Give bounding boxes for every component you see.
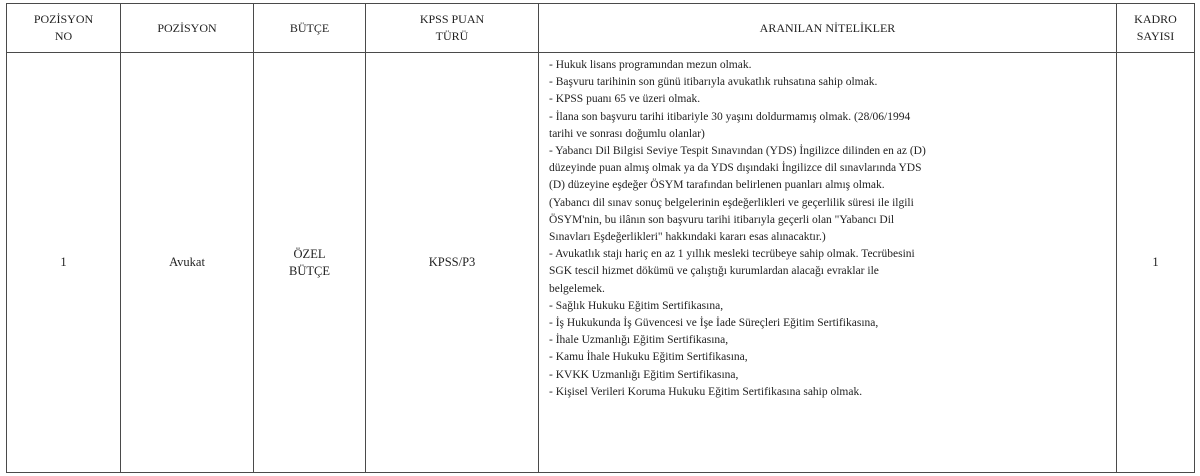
qualification-line: - Sağlık Hukuku Eğitim Sertifikasına, (549, 299, 724, 312)
qualification-line: belgelemek. (549, 282, 605, 295)
header-position-no (7, 4, 121, 53)
header-kpss-type (366, 4, 539, 53)
header-position: POZİSYON (121, 4, 254, 53)
qualification-line: - KVKK Uzmanlığı Eğitim Sertifikasına, (549, 368, 739, 381)
header-budget: BÜTÇE (254, 4, 366, 53)
qualification-line: - İlana son başvuru tarihi itibariyle 30 yaşını doldurmamış olmak. (28/06/1994 (549, 110, 911, 123)
cell-budget-line2: BÜTÇE (289, 263, 330, 278)
header-row (7, 4, 1195, 53)
job-posting-table-container (6, 3, 1194, 473)
header-staff-count (1117, 4, 1195, 53)
job-posting-table (6, 3, 1195, 473)
header-staff-count-line2: SAYISI (1136, 29, 1175, 43)
header-kpss-type-line2: TÜRÜ (435, 29, 469, 43)
header-position-no-line1: POZİSYON (33, 12, 94, 26)
cell-position-no: 1 (7, 53, 121, 473)
cell-position: Avukat (121, 53, 254, 473)
table-row (7, 53, 1195, 473)
header-staff-count-line1: KADRO (1134, 12, 1177, 26)
qualification-line: (Yabancı dil sınav sonuç belgelerinin eşdeğerlikleri ve geçerlilik süresi ile ilgili (549, 196, 914, 209)
cell-budget (254, 53, 366, 473)
header-position-no-line2: NO (54, 29, 73, 43)
qualification-line: - Kişisel Verileri Koruma Hukuku Eğitim Sertifikasına sahip olmak. (549, 385, 863, 398)
qualification-line: - Hukuk lisans programından mezun olmak. (549, 59, 752, 71)
qualification-line: Sınavları Eşdeğerlikleri" hakkındaki kararı esas alınacaktır.) (549, 231, 826, 244)
cell-kpss-type: KPSS/P3 (366, 53, 539, 473)
qualification-line: - Avukatlık stajı hariç en az 1 yıllık mesleki tecrübeye sahip olmak. Tecrübesini (549, 248, 915, 261)
cell-staff-count: 1 (1117, 53, 1195, 473)
qualification-line: - Kamu İhale Hukuku Eğitim Sertifikasına, (549, 351, 748, 364)
qualification-line: - İhale Uzmanlığı Eğitim Sertifikasına, (549, 334, 729, 347)
qualification-line: ÖSYM'nin, bu ilânın son başvuru tarihi itibarıyla geçerli olan "Yabancı Dil (549, 213, 895, 226)
qualification-line: - Yabancı Dil Bilgisi Seviye Tespit Sınavından (YDS) İngilizce dilinden en az (D) (549, 145, 926, 158)
qualification-line: (D) düzeyine eşdeğer ÖSYM tarafından belirlenen puanları almış olmak. (549, 179, 885, 192)
qualification-line: - İş Hukukunda İş Güvencesi ve İşe İade Süreçleri Eğitim Sertifikasına, (549, 317, 879, 330)
qualification-line: tarihi ve sonrası doğumlu olanlar) (549, 127, 705, 140)
qualification-line: düzeyinde puan almış olmak ya da YDS dışındaki İngilizce dil sınavlarında YDS (549, 162, 922, 175)
qualification-line: - KPSS puanı 65 ve üzeri olmak. (549, 93, 701, 106)
cell-qualifications (539, 53, 1117, 473)
qualification-line: - Başvuru tarihinin son günü itibarıyla avukatlık ruhsatına sahip olmak. (549, 76, 878, 89)
header-qualifications: ARANILAN NİTELİKLER (539, 4, 1117, 53)
qualification-line: SGK tescil hizmet dökümü ve çalıştığı kurumlardan alacağı evraklar ile (549, 265, 879, 278)
cell-budget-line1: ÖZEL (293, 246, 326, 261)
header-kpss-type-line1: KPSS PUAN (419, 12, 485, 26)
